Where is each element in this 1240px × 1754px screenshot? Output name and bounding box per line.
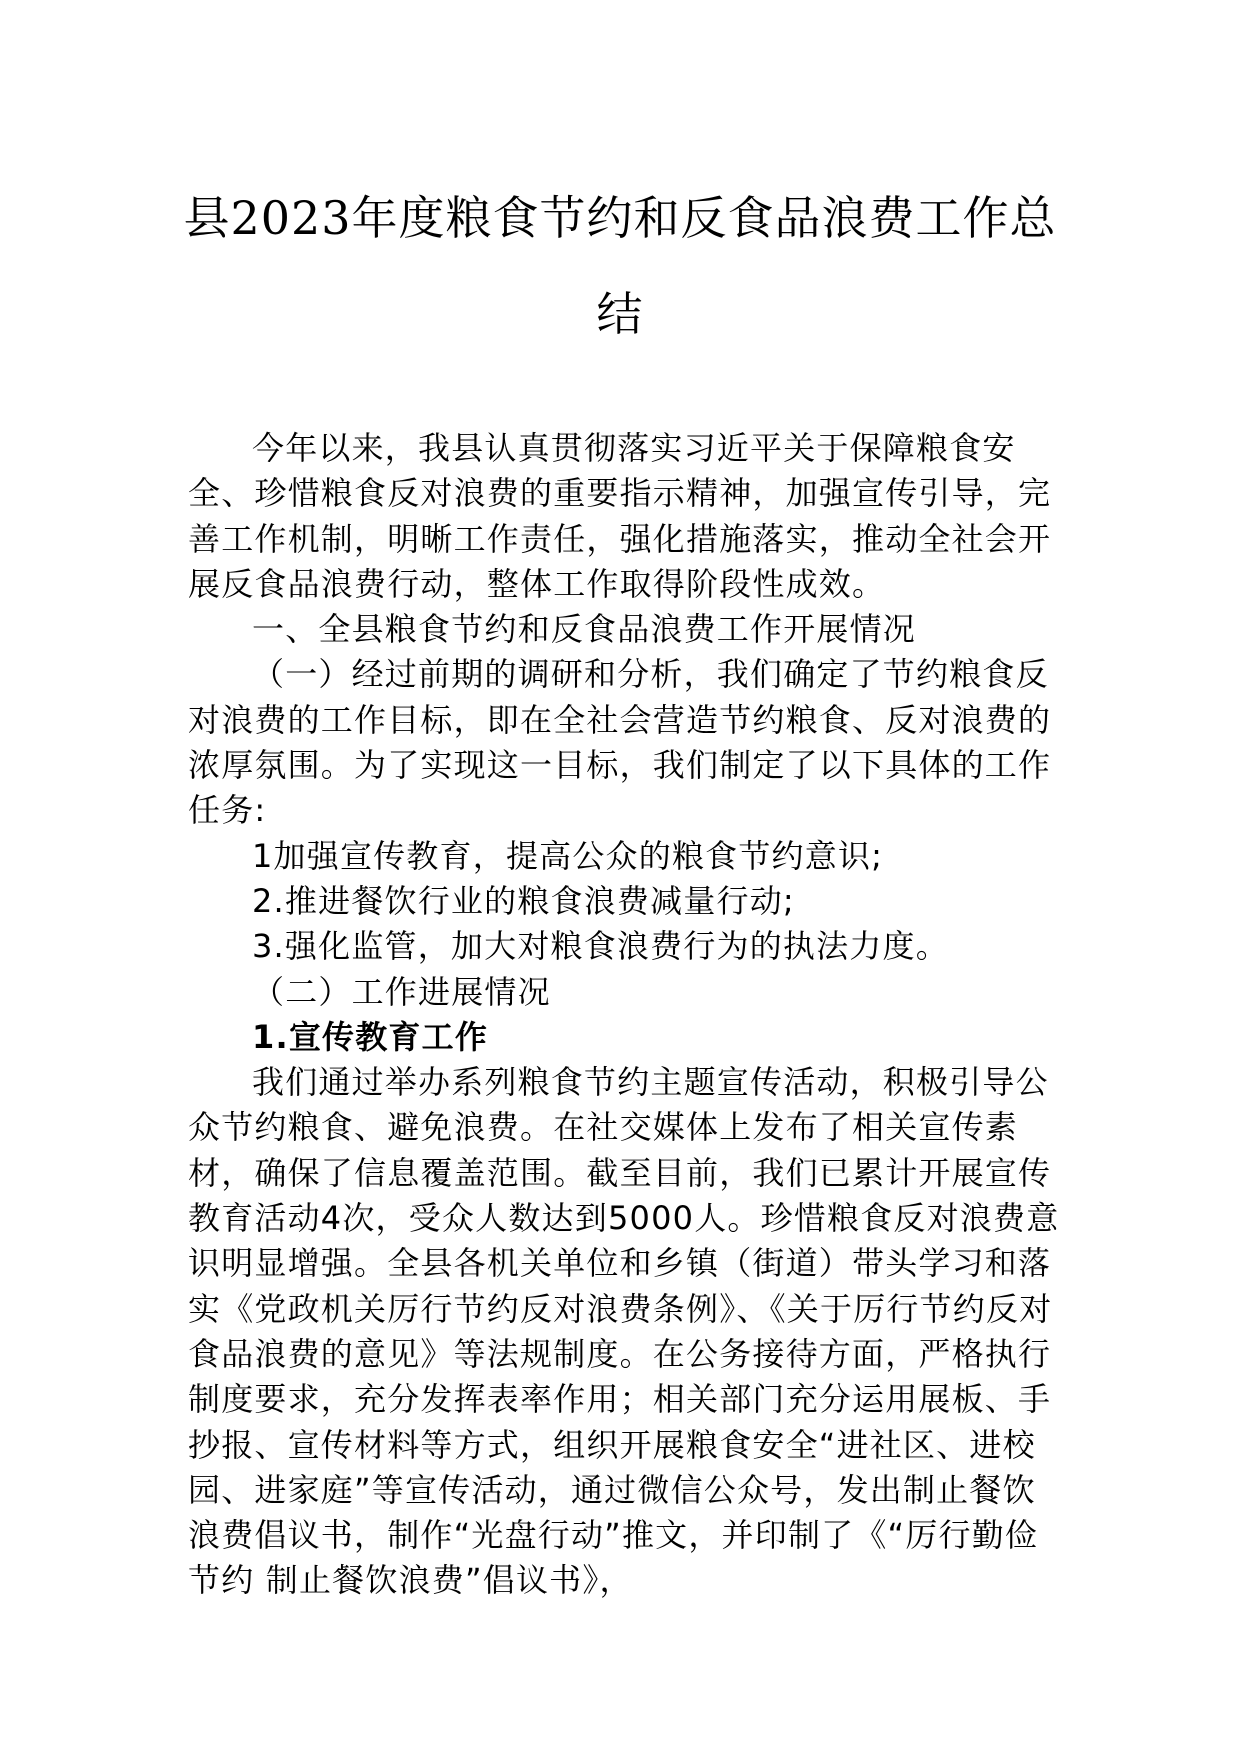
task-item-1: 1加强宣传教育，提高公众的粮食节约意识; <box>252 836 884 875</box>
task-item-2: 2.推进餐饮行业的粮食浪费减量行动; <box>252 881 795 920</box>
document-body <box>188 426 1068 1604</box>
paragraph-publicity: 我们通过举办系列粮食节约主题宣传活动，积极引导公众节约粮食、避免浪费。在社交媒体上发布了相关宣传素材，确保了信息覆盖范围。截至目前，我们已累计开展宣传教育活动4次，受众人数达到5000人。珍惜粮食反对浪费意识明显增强。全县各机关单位和乡镇（街道）带头学习和落实《党政机关厉行节约反对浪费条例》、《关于厉行节约反对食品浪费的意见》等法规制度。在公务接待方面，严格执行制度要求，充分发挥表率作用；相关部门充分运用展板、手抄报、宣传材料等方式，组织开展粮食安全“进社区、进校园、进家庭”等宣传活动，通过微信公众号，发出制止餐饮浪费倡议书，制作“光盘行动”推文，并印制了《“厉行勤俭节约 制止餐饮浪费”倡议书》， <box>188 1063 1060 1600</box>
paragraph-subsection-1: （一）经过前期的调研和分析，我们确定了节约粮食反对浪费的工作目标，即在全社会营造节约粮食、反对浪费的浓厚氛围。为了实现这一目标，我们制定了以下具体的工作任务: <box>188 655 1052 830</box>
task-item-3: 3.强化监管，加大对粮食浪费行为的执法力度。 <box>252 927 949 966</box>
section-heading-1: 一、全县粮食节约和反食品浪费工作开展情况 <box>252 610 917 649</box>
title-line-1: 县2023年度粮食节约和反食品浪费工作总 <box>183 191 1057 245</box>
subsection-heading-2: （二）工作进展情况 <box>252 972 551 1011</box>
title-line-2: 结 <box>596 287 644 341</box>
bold-heading-publicity: 1.宣传教育工作 <box>252 1017 489 1056</box>
document-title <box>180 170 1060 362</box>
paragraph-intro: 今年以来，我县认真贯彻落实习近平关于保障粮食安全、珍惜粮食反对浪费的重要指示精神，加强宣传引导，完善工作机制，明晰工作责任，强化措施落实，推动全社会开展反食品浪费行动，整体工作取得阶段性成效。 <box>188 429 1052 603</box>
